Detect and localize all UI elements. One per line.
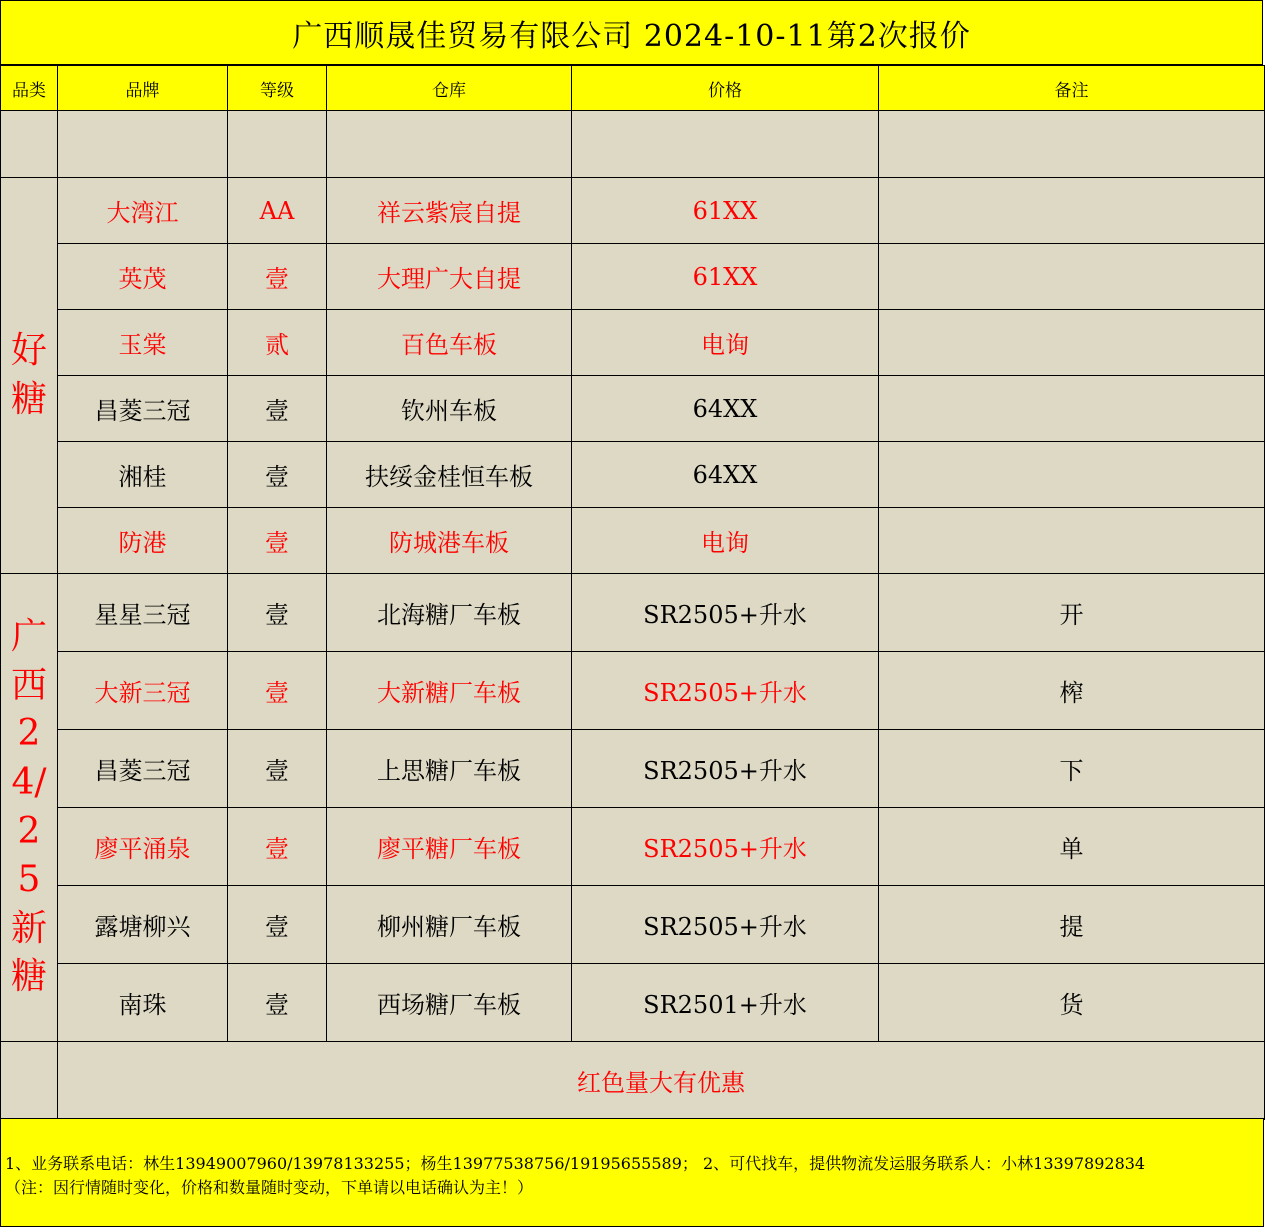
- category-cell: [1, 574, 58, 1042]
- grade-cell: AA: [228, 178, 327, 244]
- price-cell: 61XX: [572, 244, 879, 310]
- footer-notes: [0, 1118, 1264, 1227]
- header-grade: 等级: [228, 66, 327, 111]
- promo-row: [1, 1042, 1265, 1120]
- brand-cell: 防港: [58, 508, 228, 574]
- price-cell: 61XX: [572, 178, 879, 244]
- grade-cell: 壹: [228, 376, 327, 442]
- table-row: [1, 508, 1265, 574]
- warehouse-cell: 钦州车板: [327, 376, 572, 442]
- header-remark: 备注: [879, 66, 1265, 111]
- sheet-title: 广西顺晟佳贸易有限公司 2024-10-11第2次报价: [0, 0, 1263, 65]
- price-cell: 64XX: [572, 376, 879, 442]
- footer-disclaimer-line: （注：因行情随时变化，价格和数量随时变动，下单请以电话确认为主！）: [5, 1178, 534, 1197]
- grade-cell: 壹: [228, 652, 327, 730]
- brand-cell: 昌菱三冠: [58, 376, 228, 442]
- warehouse-cell: 防城港车板: [327, 508, 572, 574]
- grade-cell: 壹: [228, 574, 327, 652]
- category-label: 广西24/25新糖: [11, 616, 48, 998]
- grade-cell: 壹: [228, 244, 327, 310]
- brand-cell: 大湾江: [58, 178, 228, 244]
- warehouse-cell: 祥云紫宸自提: [327, 178, 572, 244]
- brand-cell: 昌菱三冠: [58, 730, 228, 808]
- header-category: 品类: [1, 66, 58, 111]
- price-cell: SR2505+升水: [572, 730, 879, 808]
- price-cell: 64XX: [572, 442, 879, 508]
- warehouse-cell: 西场糖厂车板: [327, 964, 572, 1042]
- category-label: 好糖: [11, 329, 48, 420]
- footer-contact-line: 1、业务联系电话：林生13949007960/13978133255；杨生13977538756/19195655589； 2、可代找车，提供物流发运服务联系人：小林13397892834: [5, 1154, 1146, 1173]
- grade-cell: 壹: [228, 508, 327, 574]
- remark-cell: 榨: [879, 652, 1265, 730]
- price-cell: 电询: [572, 508, 879, 574]
- table-row: [1, 886, 1265, 964]
- remark-cell: 货: [879, 964, 1265, 1042]
- table-row: [1, 310, 1265, 376]
- remark-cell: 下: [879, 730, 1265, 808]
- brand-cell: 星星三冠: [58, 574, 228, 652]
- brand-cell: 露塘柳兴: [58, 886, 228, 964]
- table-row: [1, 574, 1265, 652]
- grade-cell: 壹: [228, 442, 327, 508]
- header-brand: 品牌: [58, 66, 228, 111]
- table-row: [1, 730, 1265, 808]
- warehouse-cell: 柳州糖厂车板: [327, 886, 572, 964]
- table-row: [1, 964, 1265, 1042]
- remark-cell: [879, 508, 1265, 574]
- price-cell: SR2505+升水: [572, 574, 879, 652]
- grade-cell: 壹: [228, 808, 327, 886]
- warehouse-cell: 大理广大自提: [327, 244, 572, 310]
- grade-cell: 壹: [228, 730, 327, 808]
- header-warehouse: 仓库: [327, 66, 572, 111]
- remark-cell: 开: [879, 574, 1265, 652]
- price-cell: SR2501+升水: [572, 964, 879, 1042]
- warehouse-cell: 大新糖厂车板: [327, 652, 572, 730]
- table-row: [1, 178, 1265, 244]
- price-cell: SR2505+升水: [572, 652, 879, 730]
- remark-cell: [879, 244, 1265, 310]
- header-row: [1, 66, 1265, 111]
- table-row: [1, 652, 1265, 730]
- remark-cell: [879, 442, 1265, 508]
- price-cell: SR2505+升水: [572, 808, 879, 886]
- remark-cell: [879, 376, 1265, 442]
- table-row: [1, 442, 1265, 508]
- remark-cell: 提: [879, 886, 1265, 964]
- price-cell: 电询: [572, 310, 879, 376]
- warehouse-cell: 廖平糖厂车板: [327, 808, 572, 886]
- category-cell: [1, 178, 58, 574]
- brand-cell: 廖平涌泉: [58, 808, 228, 886]
- price-cell: SR2505+升水: [572, 886, 879, 964]
- grade-cell: 贰: [228, 310, 327, 376]
- remark-cell: 单: [879, 808, 1265, 886]
- header-price: 价格: [572, 66, 879, 111]
- brand-cell: 南珠: [58, 964, 228, 1042]
- remark-cell: [879, 310, 1265, 376]
- promo-note: 红色量大有优惠: [58, 1042, 1265, 1120]
- brand-cell: 玉棠: [58, 310, 228, 376]
- warehouse-cell: 扶绥金桂恒车板: [327, 442, 572, 508]
- quote-table: [0, 65, 1265, 1120]
- warehouse-cell: 百色车板: [327, 310, 572, 376]
- brand-cell: 英茂: [58, 244, 228, 310]
- grade-cell: 壹: [228, 964, 327, 1042]
- table-row: [1, 244, 1265, 310]
- grade-cell: 壹: [228, 886, 327, 964]
- table-row: [1, 808, 1265, 886]
- remark-cell: [879, 178, 1265, 244]
- blank-row: [1, 111, 1265, 178]
- brand-cell: 大新三冠: [58, 652, 228, 730]
- brand-cell: 湘桂: [58, 442, 228, 508]
- warehouse-cell: 上思糖厂车板: [327, 730, 572, 808]
- table-row: [1, 376, 1265, 442]
- warehouse-cell: 北海糖厂车板: [327, 574, 572, 652]
